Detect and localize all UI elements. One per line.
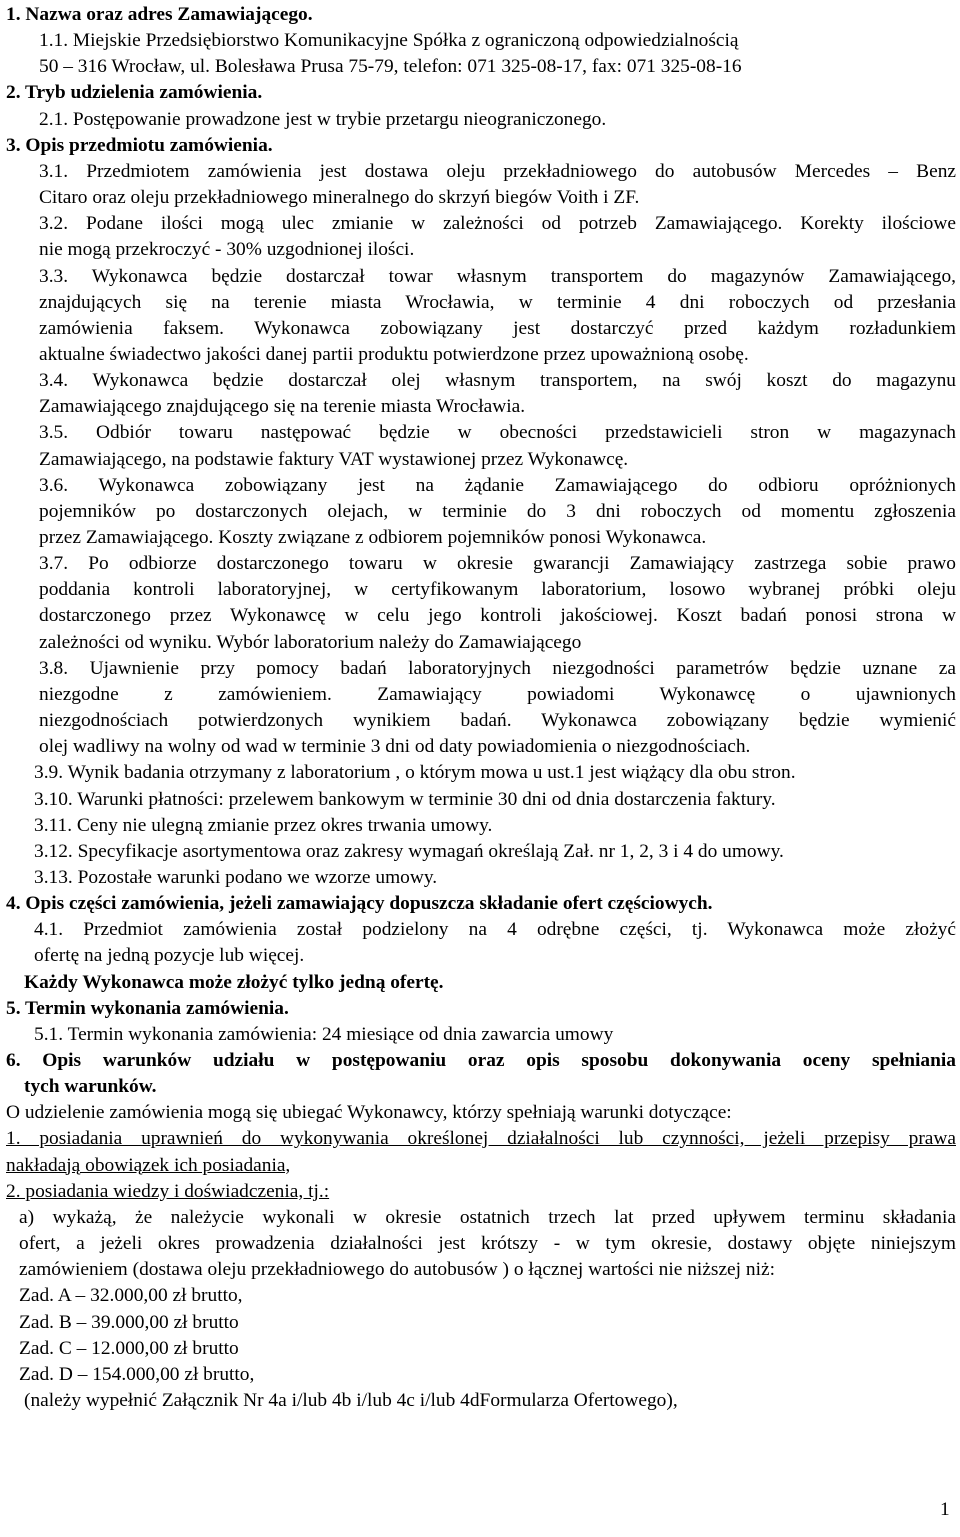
text-line: 3.13. Pozostałe warunki podano we wzorze umowy. xyxy=(34,866,438,888)
text-line: a) wykażą, że należycie wykonali w okresie ostatnich trzech lat przed upływem terminu składania xyxy=(19,1206,956,1228)
text-line: 3.11. Ceny nie ulegną zmianie przez okres trwania umowy. xyxy=(34,814,493,836)
text-line: nie mogą przekroczyć - 30% uzgodnionej ilości. xyxy=(39,239,415,261)
text-line: 3.8. Ujawnienie przy pomocy badań laboratoryjnych niezgodności parametrów będzie uznane za xyxy=(39,657,956,679)
text-line: Zad. A – 32.000,00 zł brutto, xyxy=(19,1285,243,1307)
text-line: 3. Opis przedmiotu zamówienia. xyxy=(6,134,273,156)
text-line: olej wadliwy na wolny od wad w terminie 3 dni od daty powiadomienia o niezgodnościach. xyxy=(39,736,751,758)
text-line: 2. posiadania wiedzy i doświadczenia, tj.: xyxy=(6,1180,330,1202)
text-line: 4. Opis części zamówienia, jeżeli zamawiający dopuszcza składanie ofert częściowych. xyxy=(6,893,713,915)
text-line: 3.3. Wykonawca będzie dostarczał towar własnym transportem do magazynów Zamawiającego, xyxy=(39,265,956,287)
text-line: Zamawiającego, na podstawie faktury VAT wystawionej przez Wykonawcę. xyxy=(39,448,629,470)
text-line: Citaro oraz oleju przekładniowego mineralnego do skrzyń biegów Voith i ZF. xyxy=(39,187,640,209)
text-line: nakładają obowiązek ich posiadania, xyxy=(6,1154,291,1176)
text-line: Zamawiającego znajdującego się na terenie miasta Wrocławia. xyxy=(39,396,526,418)
text-line: 3.6. Wykonawca zobowiązany jest na żądanie Zamawiającego do odbioru opróżnionych xyxy=(39,474,956,496)
text-line: 3.9. Wynik badania otrzymany z laboratorium , o którym mowa u ust.1 jest wiążący dla obu stron. xyxy=(34,762,796,784)
text-line: przez Zamawiającego. Koszty związane z odbiorem pojemników ponosi Wykonawca. xyxy=(39,527,707,548)
text-line: 4.1. Przedmiot zamówienia został podzielony na 4 odrębne części, tj. Wykonawca może złożyć xyxy=(34,919,956,941)
text-line: tych warunków. xyxy=(24,1076,157,1098)
text-line: Zad. C – 12.000,00 zł brutto xyxy=(19,1337,239,1359)
text-line: O udzielenie zamówienia mogą się ubiegać Wykonawcy, którzy spełniają warunki dotyczące: xyxy=(6,1102,732,1124)
text-line: 3.4. Wykonawca będzie dostarczał olej własnym transportem, na swój koszt do magazynu xyxy=(39,370,956,392)
text-line: aktualne świadectwo jakości danej partii produktu potwierdzone przez upoważnioną osobę. xyxy=(39,343,749,365)
text-line: 1. posiadania uprawnień do wykonywania określonej działalności lub czynności, jeżeli przepisy prawa xyxy=(6,1128,956,1150)
text-line: 1.1. Miejskie Przedsiębiorstwo Komunikacyjne Spółka z ograniczoną odpowiedzialnością xyxy=(39,30,739,52)
text-line: 6. Opis warunków udziału w postępowaniu oraz opis sposobu dokonywania oceny spełniania xyxy=(6,1050,956,1071)
text-line: niezgodne z zamówieniem. Zamawiający powiadomi Wykonawcę o ujawnionych xyxy=(39,683,956,705)
text-line: (należy wypełnić Załącznik Nr 4a i/lub 4b i/lub 4c i/lub 4dFormularza Ofertowego), xyxy=(24,1389,678,1411)
text-line: dostarczonego przez Wykonawcę w celu jego kontroli jakościowej. Koszt badań ponosi strona w xyxy=(39,605,956,627)
text-line: 3.7. Po odbiorze dostarczonego towaru w okresie gwarancji Zamawiający zastrzega sobie prawo xyxy=(39,553,956,575)
text-line: zamówienia faksem. Wykonawca zobowiązany jest dostarczyć przed każdym rozładunkiem xyxy=(39,317,956,339)
text-line: 2.1. Postępowanie prowadzone jest w trybie przetargu nieograniczonego. xyxy=(39,108,607,130)
text-line: zależności od wyniku. Wybór laboratorium należy do Zamawiającego xyxy=(39,631,582,653)
text-line: 3.1. Przedmiotem zamówienia jest dostawa oleju przekładniowego do autobusów Mercedes – Benz xyxy=(39,160,956,182)
text-line: poddania kontroli laboratoryjnej, w certyfikowanym laboratorium, losowo wybranej próbki oleju xyxy=(39,579,956,601)
text-line: 3.2. Podane ilości mogą ulec zmianie w zależności od potrzeb Zamawiającego. Korekty ilościowe xyxy=(39,213,956,235)
text-line: niezgodnościach potwierdzonych wynikiem badań. Wykonawca zobowiązany będzie wymienić xyxy=(39,710,956,732)
text-line: Zad. D – 154.000,00 zł brutto, xyxy=(19,1363,255,1385)
text-line: Zad. B – 39.000,00 zł brutto xyxy=(19,1311,239,1333)
text-line: zamówieniem (dostawa oleju przekładniowego do autobusów ) o łącznej wartości nie niższej niż: xyxy=(19,1259,775,1281)
page-number: 1 xyxy=(940,1499,950,1520)
text-line: 3.10. Warunki płatności: przelewem bankowym w terminie 30 dni od dnia dostarczenia faktury. xyxy=(34,788,776,810)
text-line: 5.1. Termin wykonania zamówienia: 24 miesiące od dnia zawarcia umowy xyxy=(34,1023,614,1045)
text-line: ofertę na jedną pozycje lub więcej. xyxy=(34,945,305,967)
text-line: ofert, a jeżeli okres prowadzenia działalności jest krótszy - w tym okresie, dostawy objęte niniejszym xyxy=(19,1233,956,1255)
text-line: 5. Termin wykonania zamówienia. xyxy=(6,997,289,1019)
text-line: Każdy Wykonawca może złożyć tylko jedną ofertę. xyxy=(24,971,444,993)
text-line: pojemników po dostarczonych olejach, w terminie do 3 dni roboczych od momentu zgłoszenia xyxy=(39,500,956,522)
text-line: 3.12. Specyfikacje asortymentowa oraz zakresy wymagań określają Zał. nr 1, 2, 3 i 4 do umowy. xyxy=(34,840,784,862)
text-line: 2. Tryb udzielenia zamówienia. xyxy=(6,82,263,104)
text-line: 3.5. Odbiór towaru następować będzie w obecności przedstawicieli stron w magazynach xyxy=(39,422,956,444)
text-line: znajdujących się na terenie miasta Wrocławia, w terminie 4 dni roboczych od przesłania xyxy=(39,291,956,313)
text-line: 50 – 316 Wrocław, ul. Bolesława Prusa 75-79, telefon: 071 325-08-17, fax: 071 325-08-16 xyxy=(39,56,742,78)
text-line: 1. Nazwa oraz adres Zamawiającego. xyxy=(6,4,313,25)
